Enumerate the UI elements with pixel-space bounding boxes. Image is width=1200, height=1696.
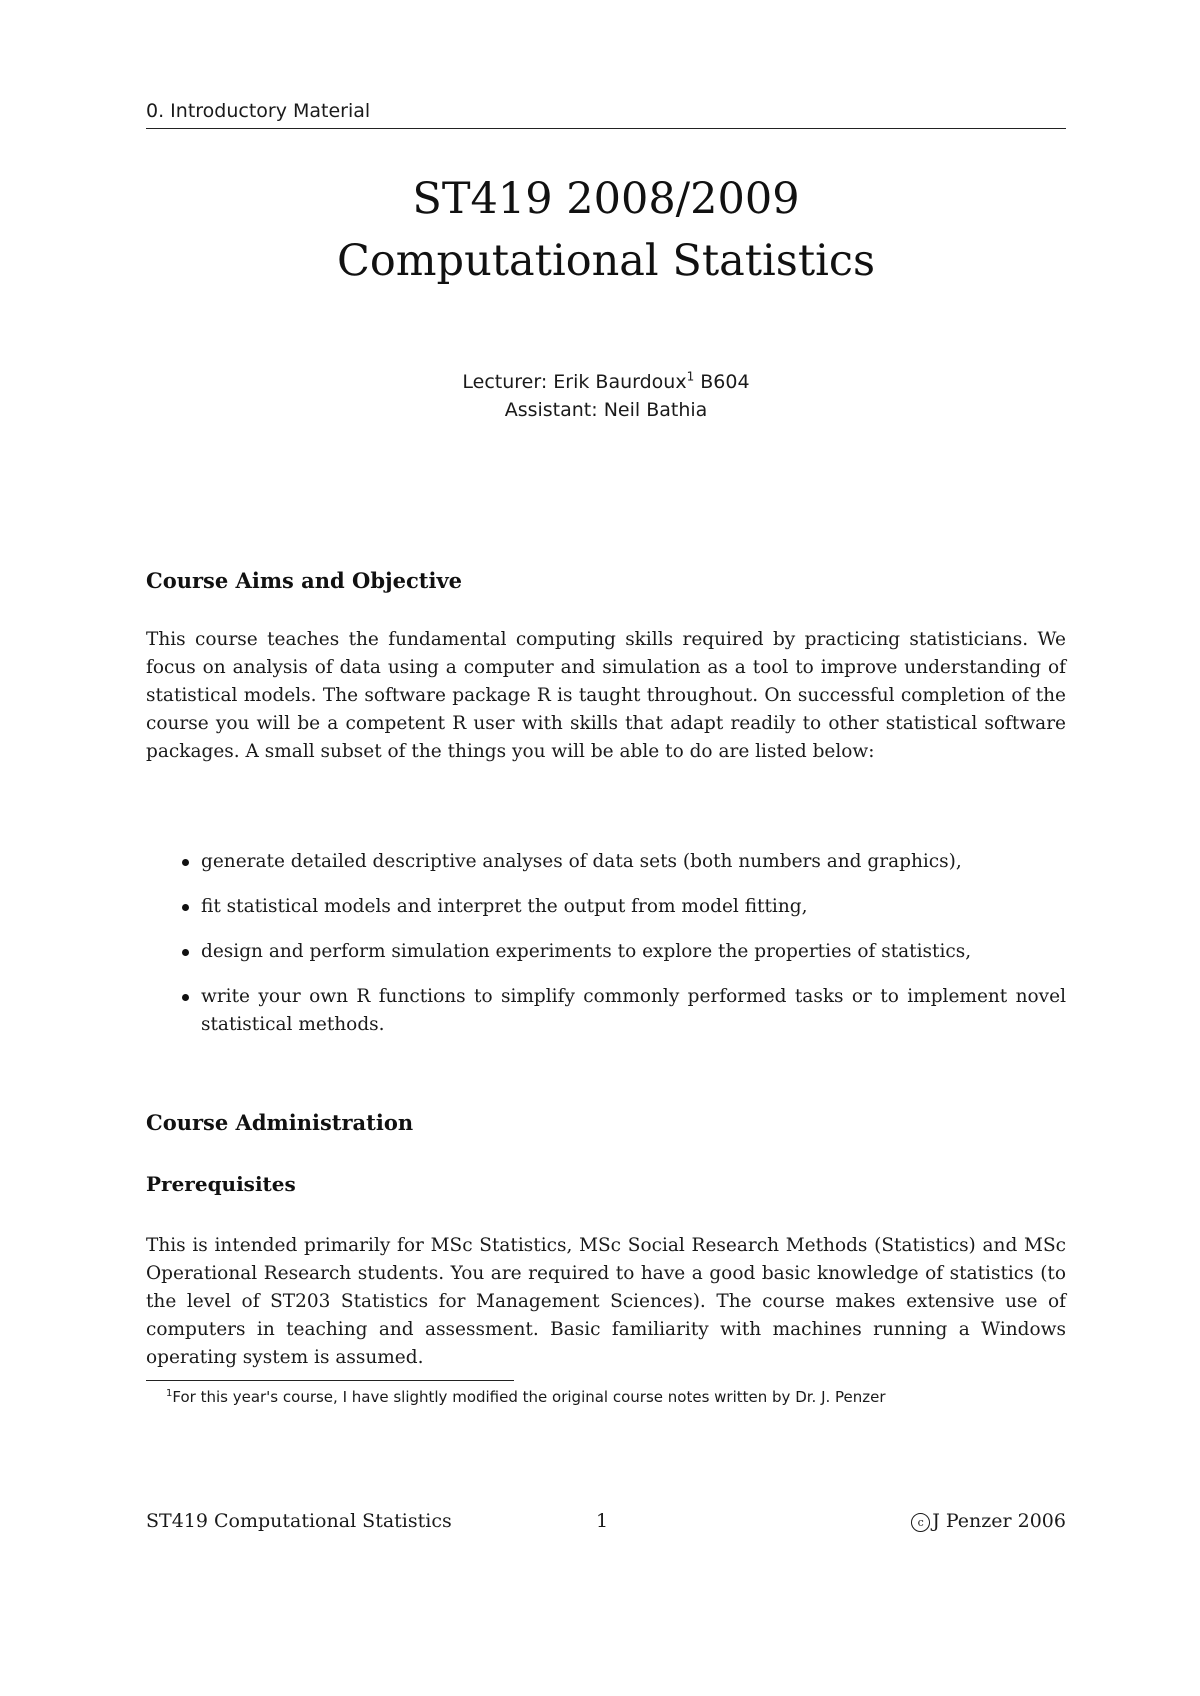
list-item [146,893,1066,921]
header-rule [146,128,1066,129]
staff-info [146,368,1066,424]
bullet-icon [182,904,189,911]
list-item-text: design and perform simulation experiments to explore the properties of statistics, [201,941,972,962]
lecturer-name: Lecturer: Erik Baurdoux [462,371,687,393]
footnote-text: For this year's course, I have slightly modified the original course notes written by Dr. J. Penzer [172,1388,886,1406]
list-item [146,848,1066,876]
list-item-text: fit statistical models and interpret the output from model fitting, [201,896,808,917]
prerequisites-paragraph: This is intended primarily for MSc Statistics, MSc Social Research Methods (Statistics) and MSc Operational Research students. You are required to have a good basic knowledge of statistics (to the level of ST203 Statistics for Management Sciences). The course makes extensive use of computers in teaching and assessment. Basic familiarity with machines running a Windows operating system is assumed. [146,1235,1066,1368]
administration-heading: Course Administration [146,1110,414,1135]
footnote-mark: 1 [166,1388,173,1399]
footnote-rule [146,1380,514,1381]
footnote [166,1388,886,1406]
assistant-line: Assistant: Neil Bathia [504,399,708,421]
bullet-icon [182,949,189,956]
list-item [146,983,1066,1039]
running-header: 0. Introductory Material [146,100,371,122]
footer-copyright [911,1510,1066,1532]
aims-paragraph: This course teaches the fundamental computing skills required by practicing statisticians. We focus on analysis of data using a computer and simulation as a tool to improve understanding of statistical models. The software package R is taught throughout. On successful completion of the course you will be a competent R user with skills that adapt readily to other statistical software packages. A small subset of the things you will be able to do are listed below: [146,629,1066,762]
page-number: 1 [596,1510,609,1532]
list-item [146,938,1066,966]
footnote-reference: 1 [686,369,695,384]
copyright-text: J Penzer 2006 [932,1510,1066,1532]
document-title [146,168,1066,292]
list-item-text: generate detailed descriptive analyses of data sets (both numbers and graphics), [201,851,962,872]
bullet-icon [182,859,189,866]
footer-course-title: ST419 Computational Statistics [146,1510,452,1532]
list-item-text: write your own R functions to simplify commonly performed tasks or to implement novel statistical methods. [201,986,1066,1035]
course-code-title: ST419 2008/2009 [412,174,800,224]
course-name-title: Computational Statistics [336,236,876,286]
lecturer-line [146,368,1066,396]
objectives-list [146,848,1066,1056]
lecturer-room: B604 [694,371,750,393]
prerequisites-heading: Prerequisites [146,1172,296,1196]
copyright-icon: c [911,1513,930,1532]
bullet-icon [182,994,189,1001]
aims-heading: Course Aims and Objective [146,568,463,593]
